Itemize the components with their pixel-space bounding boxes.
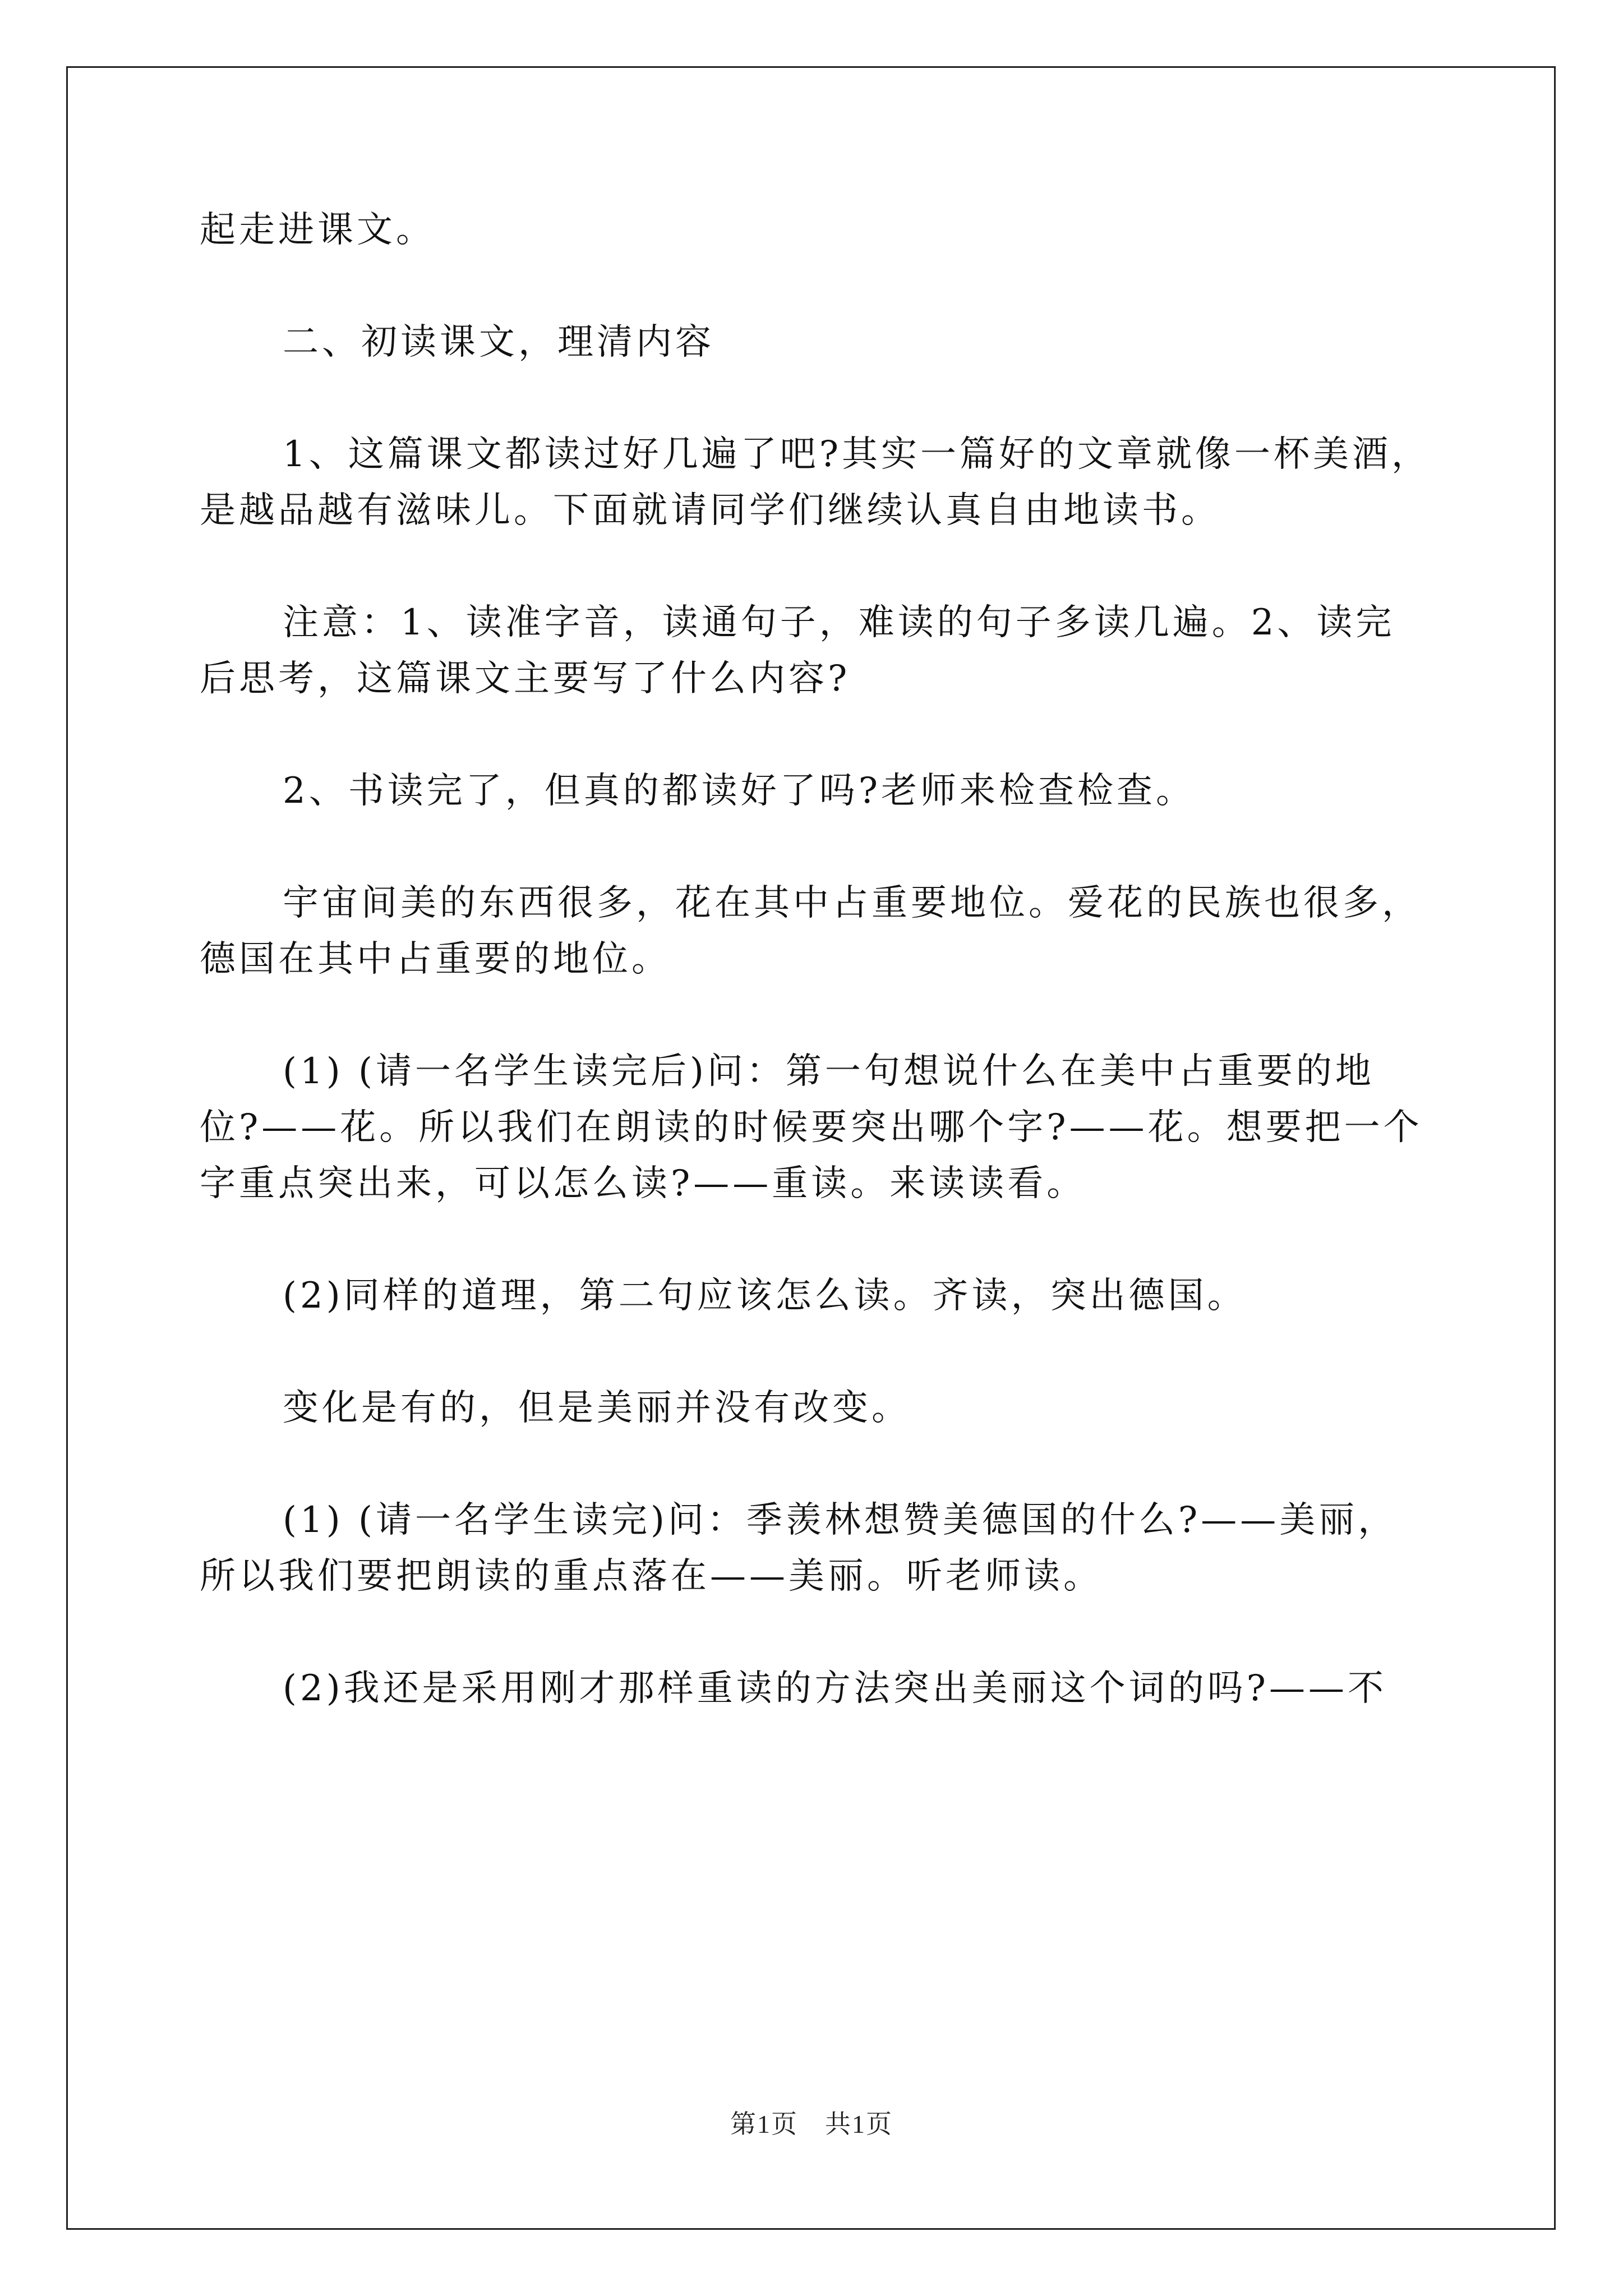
- document-body: [200, 202, 1433, 1773]
- paragraph: (1) (请一名学生读完)问：季羡林想赞美德国的什么?——美丽，所以我们要把朗读的重点落在——美丽。听老师读。: [200, 1499, 1398, 1597]
- paragraph: 起走进课文。: [200, 209, 435, 251]
- paragraph: 2、书读完了，但真的都读好了吗?老师来检查检查。: [283, 770, 1196, 812]
- paragraph: (1) (请一名学生读完后)问：第一句想说什么在美中占重要的地位?——花。所以我们在朗读的时候要突出哪个字?——花。想要把一个字重点突出来，可以怎么读?——重读。来读读看。: [200, 1051, 1423, 1204]
- paragraph: 宇宙间美的东西很多，花在其中占重要地位。爱花的民族也很多，德国在其中占重要的地位。: [200, 882, 1421, 980]
- paragraph: (2)同样的道理，第二句应该怎么读。齐读，突出德国。: [283, 1275, 1247, 1317]
- section-heading: 二、初读课文，理清内容: [283, 321, 714, 363]
- paragraph: 变化是有的，但是美丽并没有改变。: [283, 1387, 911, 1429]
- paragraph: 注意：1、读准字音，读通句子，难读的句子多读几遍。2、读完后思考，这篇课文主要写了什么内容?: [200, 602, 1395, 700]
- page-number-footer: 第1页 共1页: [730, 2110, 893, 2138]
- paragraph: (2)我还是采用刚才那样重读的方法突出美丽这个词的吗?——不: [283, 1668, 1387, 1709]
- paragraph: 1、这篇课文都读过好几遍了吧?其实一篇好的文章就像一杯美酒，是越品越有滋味儿。下面就请同学们继续认真自由地读书。: [200, 434, 1431, 531]
